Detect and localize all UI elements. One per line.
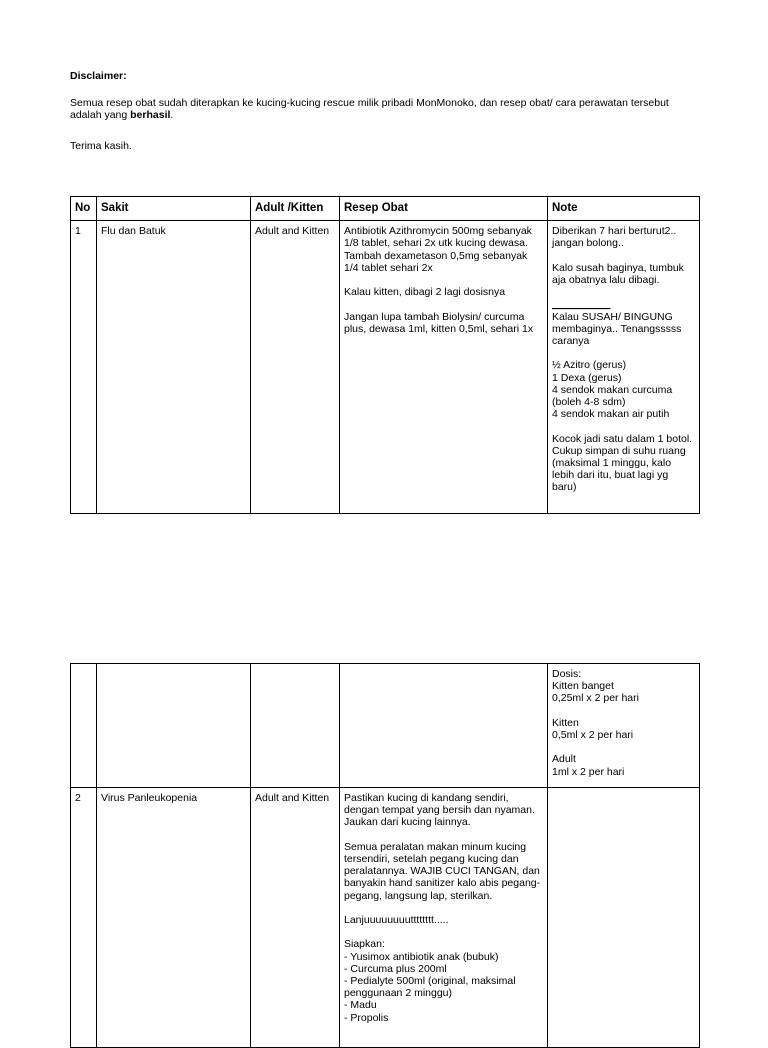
thanks-text: Terima kasih.: [70, 140, 132, 152]
row-age: Adult and Kitten: [251, 221, 340, 514]
row-note: [548, 221, 700, 514]
header-no: No: [71, 197, 97, 221]
note-text-1: Diberikan 7 hari berturut2.. jangan bolong.. Kalo susah baginya, tumbuk aja obatnya lalu dibagi.: [552, 225, 684, 287]
row-no: 1: [71, 221, 97, 514]
disclaimer-emphasis: berhasil: [130, 109, 171, 122]
row-sakit: Flu dan Batuk: [97, 221, 251, 514]
row-resep-empty: [340, 664, 548, 788]
row-note-dosis: Dosis: Kitten banget 0,25ml x 2 per hari Kitten 0,5ml x 2 per hari Adult 1ml x 2 per hari: [548, 664, 700, 788]
recipe-table-2: [70, 663, 700, 1048]
row-note: [548, 788, 700, 1048]
header-adult-kitten: Adult /Kitten: [251, 197, 340, 221]
disclaimer-heading: Disclaimer:: [70, 70, 127, 82]
recipe-table-1: [70, 196, 700, 514]
table-header-row: [71, 197, 700, 221]
row-age: Adult and Kitten: [251, 788, 340, 1048]
row-sakit-empty: [97, 664, 251, 788]
disclaimer-paragraph: [70, 97, 700, 121]
table-row: [71, 221, 700, 514]
row-resep: Antibiotik Azithromycin 500mg sebanyak 1/8 tablet, sehari 2x utk kucing dewasa. Tambah dexametason 0,5mg sebanyak 1/4 tablet sehari 2x Kalau kitten, dibagi 2 lagi dosisnya Jangan lupa tambah Biolysin/ curcuma plus, dewasa 1ml, kitten 0,5ml, sehari 1x: [340, 221, 548, 514]
row-resep: Pastikan kucing di kandang sendiri, dengan tempat yang bersih dan nyaman. Jaukan dari kucing lainnya. Semua peralatan makan minum kucing tersendiri, setelah pegang kucing dan peralatannya. WAJIB CUCI TANGAN, dan banyakin hand sanitizer kalo abis pegang-pegang, langsung lap, sterilkan. Lanjuuuuuuuutttttttt..... Siapkan: - Yusimox antibiotik anak (bubuk) - Curcuma plus 200ml - Pedialyte 500ml (original, maksimal penggunaan 2 minggu) - Madu - Propolis: [340, 788, 548, 1048]
disclaimer-period: .: [170, 109, 174, 122]
row-no-empty: [71, 664, 97, 788]
row-no: 2: [71, 788, 97, 1048]
table-row: [71, 664, 700, 788]
disclaimer-body: Semua resep obat sudah diterapkan ke kucing-kucing rescue milik pribadi MonMonoko, dan resep obat/ cara perawatan tersebut adalah yang: [70, 97, 669, 122]
table-row: [71, 788, 700, 1048]
note-blank-line: __________: [552, 298, 611, 311]
header-note: Note: [548, 197, 700, 221]
row-sakit: Virus Panleukopenia: [97, 788, 251, 1048]
row-age-empty: [251, 664, 340, 788]
header-sakit: Sakit: [97, 197, 251, 221]
note-text-2: Kalau SUSAH/ BINGUNG membaginya.. Tenangsssss caranya ½ Azitro (gerus) 1 Dexa (gerus) 4 sendok makan curcuma (boleh 4-8 sdm) 4 sendok makan air putih Kocok jadi satu dalam 1 botol. Cukup simpan di suhu ruang (maksimal 1 minggu, kalo lebih dari itu, buat lagi yg baru): [552, 310, 693, 494]
header-resep-obat: Resep Obat: [340, 197, 548, 221]
